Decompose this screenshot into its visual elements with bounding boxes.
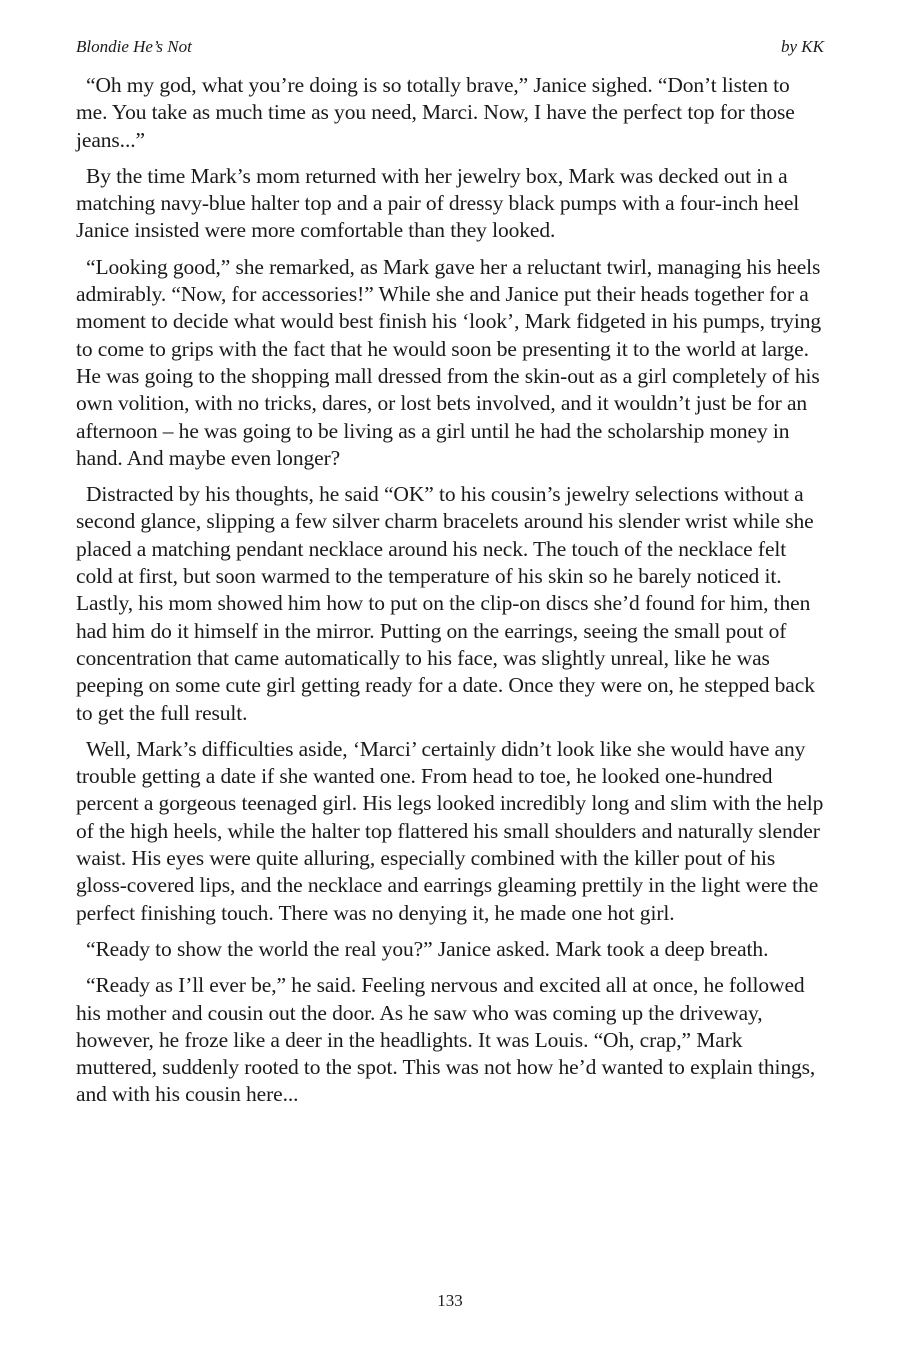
paragraph: “Oh my god, what you’re doing is so totally brave,” Janice sighed. “Don’t listen to me. You take as much time as you need, Marci. Now, I have the perfect top for those jeans...” [76, 73, 795, 152]
running-header [76, 36, 824, 58]
body-text [76, 72, 824, 1118]
paragraph: Well, Mark’s difficulties aside, ‘Marci’ certainly didn’t look like she would have any trouble getting a date if she wanted one. From head to toe, he looked one-hundred percent a gorgeous teenaged girl. His legs looked incredibly long and slim with the help of the high heels, while the halter top flattered his small shoulders and naturally slender waist. His eyes were quite alluring, especially combined with the killer pout of his gloss-covered lips, and the necklace and earrings gleaming prettily in the light were the perfect finishing touch. There was no denying it, he made one hot girl. [76, 736, 824, 925]
book-title: Blondie He’s Not [76, 37, 192, 56]
paragraph: “Ready as I’ll ever be,” he said. Feeling nervous and excited all at once, he followed his mother and cousin out the door. As he saw who was coming up the driveway, however, he froze like a deer in the headlights. It was Louis. “Oh, crap,” Mark muttered, suddenly rooted to the spot. This was not how he’d wanted to explain things, and with his cousin here... [76, 973, 816, 1107]
paragraph: Distracted by his thoughts, he said “OK” to his cousin’s jewelry selections without a second glance, slipping a few silver charm bracelets around his slender wrist while she placed a matching pendant necklace around his neck. The touch of the necklace felt cold at first, but soon warmed to the temperature of his skin so he barely noticed it. Lastly, his mom showed him how to put on the clip-on discs she’d found for him, then had him do it himself in the mirror. Putting on the earrings, seeing the small pout of concentration that came automatically to his face, was slightly unreal, like he was peeping on some cute girl getting ready for a date. Once they were on, he stepped back to get the full result. [76, 482, 815, 725]
paragraph: “Ready to show the world the real you?” Janice asked. Mark took a deep breath. [86, 936, 769, 961]
author-credit: by KK [781, 37, 824, 56]
page-number: 133 [437, 1291, 463, 1310]
paragraph: By the time Mark’s mom returned with her jewelry box, Mark was decked out in a matching navy-blue halter top and a pair of dressy black pumps with a four-inch heel Janice insisted were more comfortable than they looked. [76, 163, 800, 243]
paragraph: “Looking good,” she remarked, as Mark gave her a reluctant twirl, managing his heels admirably. “Now, for accessories!” While she and Janice put their heads together for a moment to decide what would best finish his ‘look’, Mark fidgeted in his pumps, trying to come to grips with the fact that he would soon be presenting it to the world at large. He was going to the shopping mall dressed from the skin-out as a girl completely of his own volition, with no tricks, dares, or lost bets involved, and it wouldn’t just be for an afternoon – he was going to be living as a girl until he had the scholarship money in hand. And maybe even longer? [76, 254, 821, 470]
